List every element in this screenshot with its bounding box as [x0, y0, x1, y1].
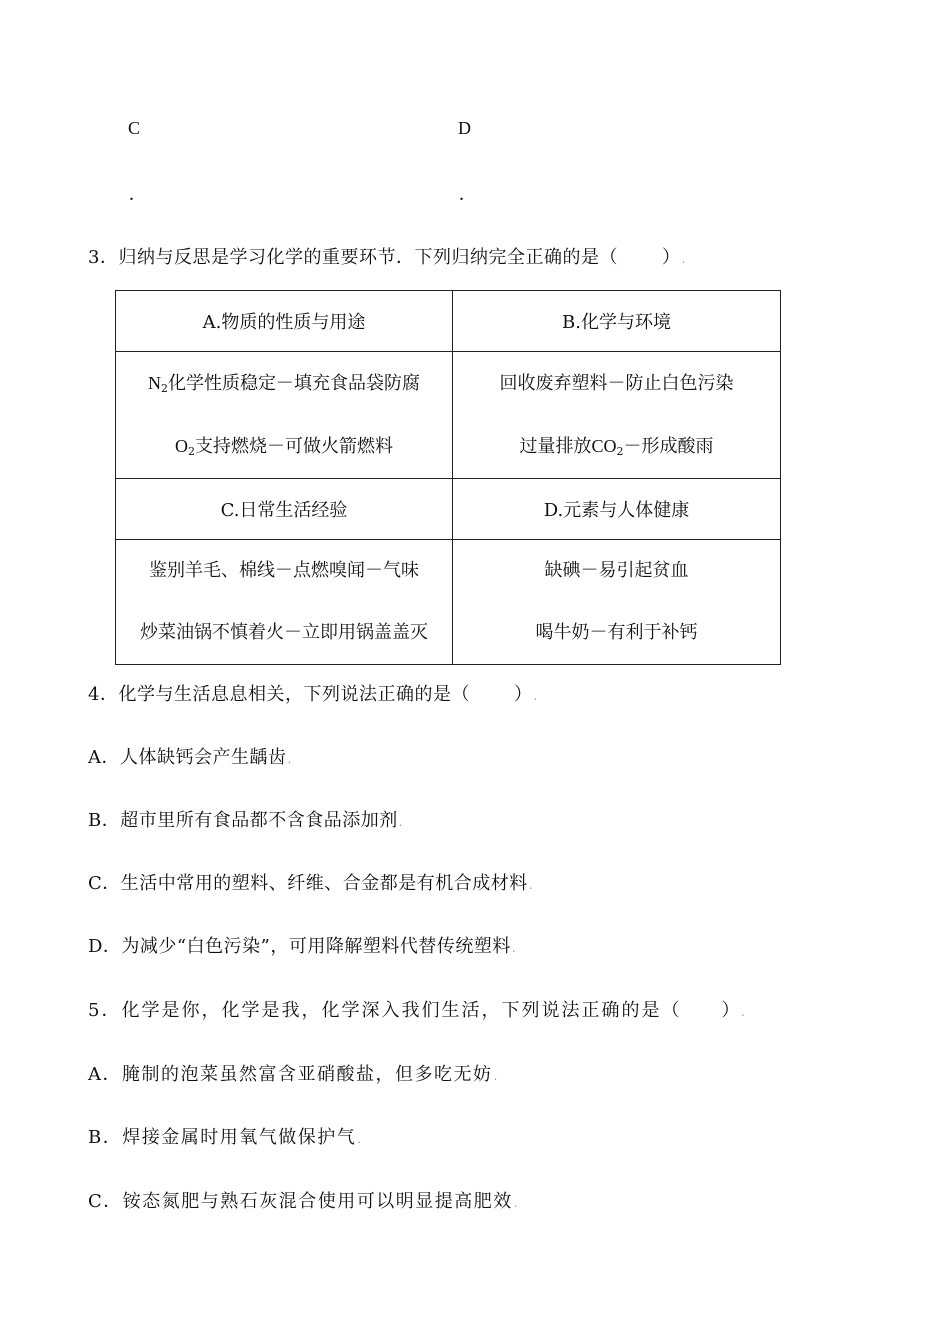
cell-c-line-1: 鉴别羊毛、棉线－点燃嗅闻－气味: [149, 560, 419, 581]
option-d-letter: D: [458, 118, 471, 138]
cell-d-line-2: 喝牛奶－有利于补钙: [535, 622, 698, 643]
cell-b-line-2: 过量排放$CO_2-$形成酸雨: [519, 435, 714, 458]
question-5-suffix: ）: [721, 1000, 740, 1021]
question-4-end-mark: .: [533, 689, 538, 703]
cell-d-line-1: 缺碘－易引起贫血: [544, 560, 689, 581]
cell-a-content: [116, 352, 453, 479]
cell-b-content: [453, 352, 781, 479]
option-c-mark: .: [129, 183, 134, 205]
cell-c-title: C.日常生活经验: [116, 479, 453, 540]
cell-c-content: [116, 540, 453, 665]
question-5-option-b: B．焊接金属时用氧气做保护气.: [88, 1127, 362, 1148]
question-3-prefix: 3．归纳与反思是学习化学的重要环节．下列归纳完全正确的是（: [88, 247, 618, 268]
question-4-option-a: A．人体缺钙会产生龋齿.: [88, 747, 292, 768]
question-4-stem: [88, 680, 538, 706]
question-5-prefix: 5．化学是你，化学是我，化学深入我们生活，下列说法正确的是（: [88, 1000, 682, 1021]
question-3-suffix: ）: [661, 247, 681, 268]
question-3-end-mark: .: [681, 252, 686, 266]
cell-c-line-2: 炒菜油锅不慎着火－立即用锅盖盖灭: [140, 622, 428, 643]
question-4-suffix: ）: [513, 684, 533, 705]
option-c-letter: C: [128, 118, 141, 138]
cell-a-line-1: $N_2$化学性质稳定－填充食品袋防腐: [148, 373, 420, 395]
question-4-option-b: B．超市里所有食品都不含食品添加剂.: [88, 810, 404, 831]
cell-a-line-2: $O_2$支持燃烧－可做火箭燃料: [175, 436, 393, 458]
cell-d-title: D.元素与人体健康: [453, 479, 781, 540]
question-5-option-c: C．铵态氮肥与熟石灰混合使用可以明显提高肥效.: [88, 1191, 519, 1212]
question-5-stem: [88, 996, 745, 1022]
question-4-option-d: D．为减少“白色污染”，可用降解塑料代替传统塑料.: [88, 936, 517, 957]
option-d-mark: .: [459, 183, 464, 205]
summary-table: [115, 290, 781, 665]
question-4-prefix: 4．化学与生活息息相关，下列说法正确的是（: [88, 684, 470, 705]
question-3-stem: [88, 243, 686, 269]
cell-b-title: B.化学与环境: [453, 291, 781, 352]
cell-b-line-1: 回收废弃塑料－防止白色污染: [499, 372, 734, 394]
question-4-option-c: C．生活中常用的塑料、纤维、合金都是有机合成材料.: [88, 873, 534, 894]
question-5-option-a: A．腌制的泡菜虽然富含亚硝酸盐，但多吃无妨.: [88, 1064, 498, 1085]
cell-d-content: [453, 540, 781, 665]
question-5-end-mark: .: [740, 1005, 746, 1019]
cell-a-title: A.物质的性质与用途: [116, 291, 453, 352]
